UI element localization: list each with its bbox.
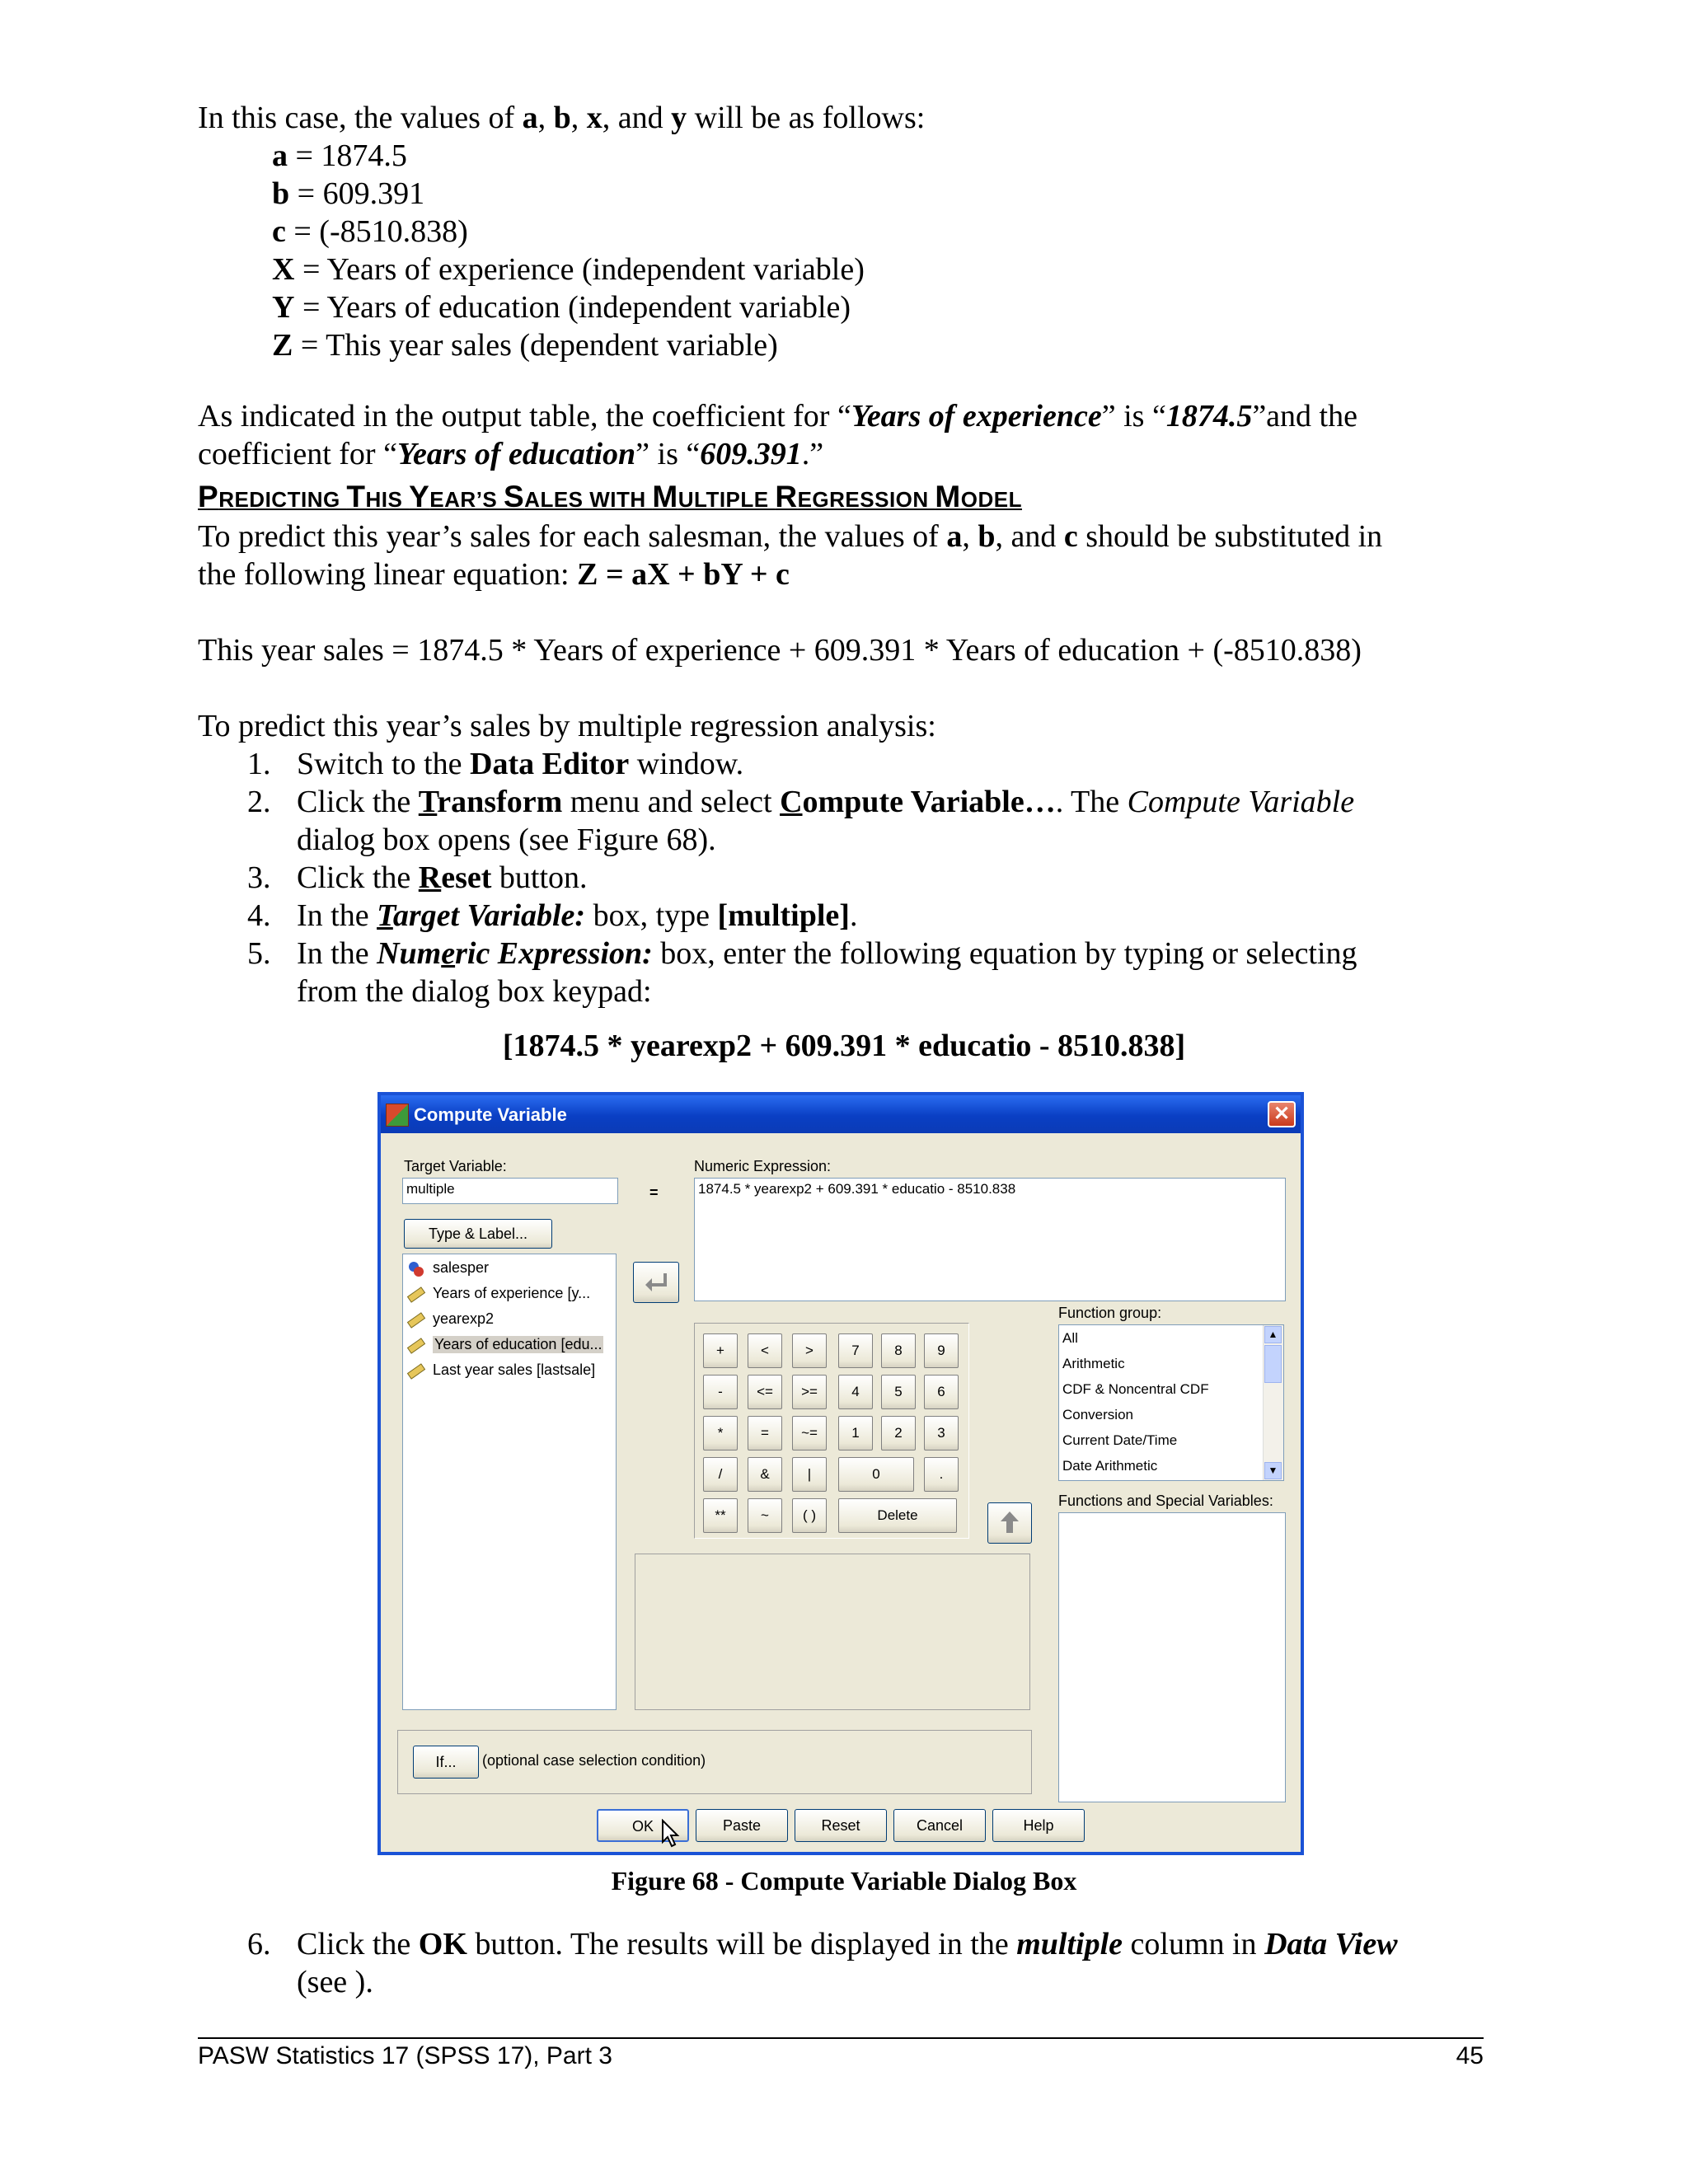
predict-line-2: the following linear equation: Z = aX + bY + c (198, 557, 790, 592)
step-2-text: Click the Transform menu and select Compute Variable…. The Compute Variable (297, 785, 1355, 819)
function-group-item[interactable]: All (1062, 1330, 1078, 1346)
key-greater-than[interactable]: > (792, 1333, 827, 1368)
key-2[interactable]: 2 (881, 1416, 916, 1451)
step-5-text: In the Numeric Expression: box, enter the following equation by typing or selecting (297, 936, 1357, 971)
step-5: 5. (247, 936, 271, 971)
sales-formula: This year sales = 1874.5 * Years of experience + 609.391 * Years of education + (-8510.838) (198, 633, 1362, 668)
step-2-text-cont: dialog box opens (see Figure 68). (297, 823, 716, 857)
key-decimal[interactable]: . (924, 1457, 959, 1492)
key-power[interactable]: ** (703, 1498, 738, 1533)
step-3-text: Click the Reset button. (297, 860, 588, 895)
dialog-title: Compute Variable (414, 1104, 567, 1125)
key-7[interactable]: 7 (838, 1333, 873, 1368)
key-5[interactable]: 5 (881, 1375, 916, 1409)
close-icon: ✕ (1273, 1103, 1291, 1125)
figure-caption: Figure 68 - Compute Variable Dialog Box (611, 1866, 1077, 1896)
value-b: b = 609.391 (272, 176, 425, 211)
equals-sign: = (649, 1184, 659, 1201)
value-x: X = Years of experience (independent variable) (272, 252, 865, 287)
compute-variable-dialog (377, 1092, 1304, 1855)
insert-function-button[interactable] (987, 1502, 1032, 1544)
mouse-cursor-icon (661, 1819, 681, 1849)
function-group-item[interactable]: Arithmetic (1062, 1356, 1125, 1371)
key-minus[interactable]: - (703, 1375, 738, 1409)
key-9[interactable]: 9 (924, 1333, 959, 1368)
key-4[interactable]: 4 (838, 1375, 873, 1409)
key-multiply[interactable]: * (703, 1416, 738, 1451)
step-6-text-cont: (see ). (297, 1965, 373, 1999)
step-4-text: In the Target Variable: box, type [multiple]. (297, 898, 858, 933)
scroll-up-icon[interactable]: ▲ (1264, 1326, 1282, 1343)
key-plus[interactable]: + (703, 1333, 738, 1368)
intro-line: In this case, the values of a, b, x, and y will be as follows: (198, 101, 926, 135)
scale-icon (406, 1361, 426, 1381)
page-number: 45 (1456, 2042, 1484, 2069)
key-less-equal[interactable]: <= (748, 1375, 782, 1409)
step-6-text: Click the OK button. The results will be displayed in the multiple column in Data View (297, 1927, 1398, 1961)
key-3[interactable]: 3 (924, 1416, 959, 1451)
predict-line-1: To predict this year’s sales for each salesman, the values of a, b, and c should be substituted in (198, 519, 1383, 554)
function-group-item[interactable]: Conversion (1062, 1407, 1133, 1422)
key-less-than[interactable]: < (748, 1333, 782, 1368)
if-condition-group (397, 1730, 1032, 1794)
spss-app-icon (386, 1104, 409, 1127)
key-divide[interactable]: / (703, 1457, 738, 1492)
function-group-list[interactable] (1058, 1324, 1284, 1481)
step-1-text: Switch to the Data Editor window. (297, 747, 744, 781)
step-6: 6. (247, 1927, 271, 1961)
calculator-keypad (694, 1323, 969, 1539)
scroll-thumb[interactable] (1264, 1345, 1282, 1383)
coef-line-1: As indicated in the output table, the coefficient for “Years of experience” is “1874.5”and the (198, 399, 1357, 434)
key-1[interactable]: 1 (838, 1416, 873, 1451)
function-group-scrollbar[interactable] (1263, 1325, 1283, 1480)
functions-list[interactable] (1058, 1512, 1286, 1802)
if-condition-text: (optional case selection condition) (482, 1752, 706, 1769)
up-arrow-icon (999, 1510, 1020, 1535)
if-button[interactable]: If... (413, 1746, 479, 1779)
step-3: 3. (247, 860, 271, 895)
numeric-expression-input[interactable] (694, 1178, 1286, 1301)
key-or[interactable]: | (792, 1457, 827, 1492)
nominal-icon (406, 1259, 426, 1279)
step-1: 1. (247, 747, 271, 781)
footer-divider (198, 2037, 1484, 2039)
value-z: Z = This year sales (dependent variable) (272, 328, 778, 363)
dialog-titlebar[interactable] (381, 1095, 1301, 1133)
value-c: c = (-8510.838) (272, 214, 468, 249)
target-variable-value: multiple (406, 1181, 455, 1197)
key-not-equal[interactable]: ~= (792, 1416, 827, 1451)
move-variable-button[interactable] (633, 1262, 679, 1303)
key-parentheses[interactable]: ( ) (792, 1498, 827, 1533)
equation: [1874.5 * yearexp2 + 609.391 * educatio - 8510.838] (502, 1029, 1186, 1063)
reset-button[interactable]: Reset (795, 1809, 887, 1842)
function-group-item[interactable]: Current Date/Time (1062, 1432, 1178, 1448)
key-8[interactable]: 8 (881, 1333, 916, 1368)
return-arrow-icon (644, 1270, 668, 1295)
help-button[interactable]: Help (992, 1809, 1085, 1842)
target-variable-input[interactable] (402, 1178, 618, 1204)
key-6[interactable]: 6 (924, 1375, 959, 1409)
scroll-down-icon[interactable]: ▼ (1264, 1462, 1282, 1479)
function-description-area (635, 1554, 1030, 1710)
paste-button[interactable]: Paste (696, 1809, 788, 1842)
close-button[interactable] (1268, 1101, 1296, 1127)
key-delete[interactable]: Delete (838, 1498, 957, 1533)
step-5-text-cont: from the dialog box keypad: (297, 974, 652, 1009)
key-not[interactable]: ~ (748, 1498, 782, 1533)
step-4: 4. (247, 898, 271, 933)
key-and[interactable]: & (748, 1457, 782, 1492)
scale-icon (406, 1310, 426, 1330)
footer-title: PASW Statistics 17 (SPSS 17), Part 3 (198, 2042, 612, 2069)
ok-button[interactable]: OK (597, 1809, 689, 1842)
scale-icon (406, 1336, 426, 1356)
coef-line-2: coefficient for “Years of education” is “609.391.” (198, 437, 824, 471)
value-y: Y = Years of education (independent variable) (272, 290, 851, 325)
function-group-item[interactable]: CDF & Noncentral CDF (1062, 1381, 1209, 1397)
steps-intro: To predict this year’s sales by multiple regression analysis: (198, 709, 936, 743)
numeric-expression-label: Numeric Expression: (694, 1158, 832, 1174)
variable-list[interactable]: salesper Years of experience [y... yearexp2 Years of education [edu... Last year sales [lastsale] (402, 1254, 617, 1710)
function-group-label: Function group: (1058, 1305, 1162, 1321)
function-group-item[interactable]: Date Arithmetic (1062, 1458, 1158, 1474)
step-2: 2. (247, 785, 271, 819)
key-equal[interactable]: = (748, 1416, 782, 1451)
cancel-button[interactable]: Cancel (893, 1809, 986, 1842)
target-variable-label: Target Variable: (404, 1158, 507, 1174)
key-greater-equal[interactable]: >= (792, 1375, 827, 1409)
numeric-expression-value: 1874.5 * yearexp2 + 609.391 * educatio - 8510.838 (698, 1181, 1016, 1197)
key-0[interactable]: 0 (838, 1457, 914, 1492)
type-label-button[interactable]: Type & Label... (404, 1219, 552, 1249)
section-heading: PREDICTING THIS YEAR’S SALES WITH MULTIPLE REGRESSION MODEL (198, 480, 1022, 513)
value-a: a = 1874.5 (272, 138, 407, 173)
scale-icon (406, 1285, 426, 1305)
functions-label: Functions and Special Variables: (1058, 1493, 1273, 1509)
